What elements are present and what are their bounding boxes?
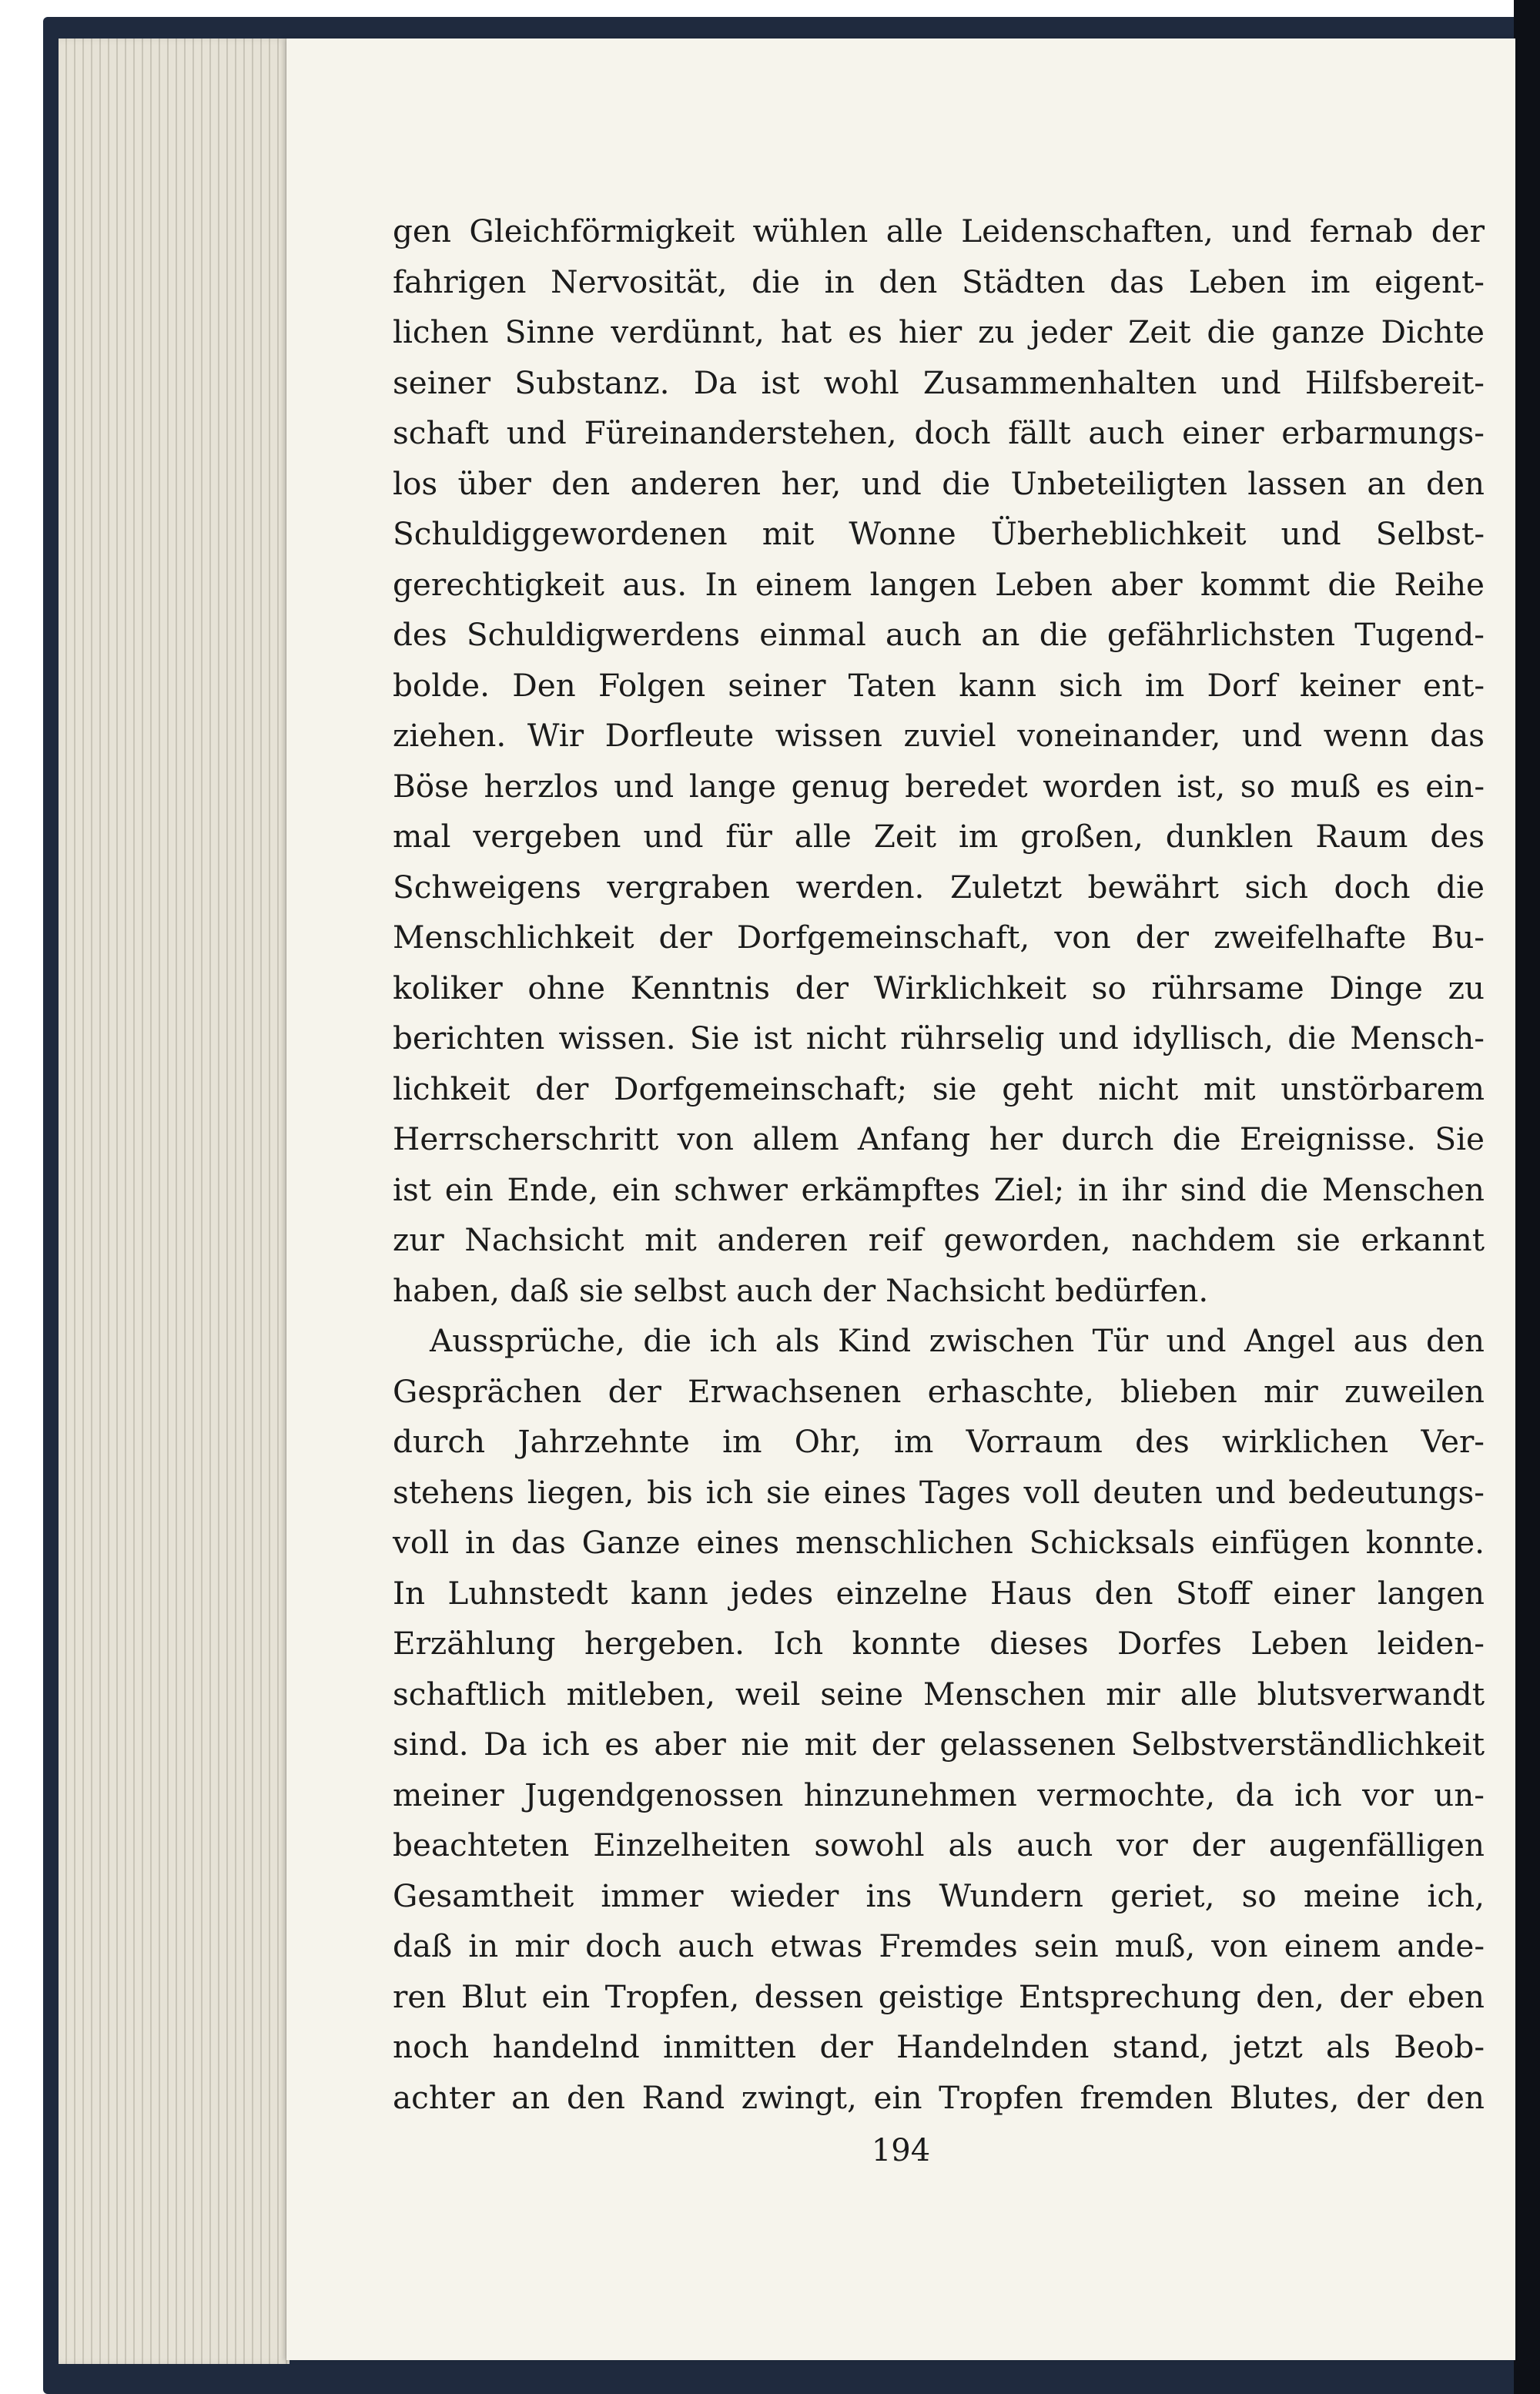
text-line: lichkeit der Dorfgemeinschaft; sie geht nicht mit unstörbarem — [393, 1070, 1485, 1107]
text-line: Böse herzlos und lange genug beredet worden ist, so muß es ein- — [393, 767, 1485, 805]
text-line: schaft und Füreinanderstehen, doch fällt auch einer erbarmungs- — [393, 414, 1485, 451]
text-line: lichen Sinne verdünnt, hat es hier zu jeder Zeit die ganze Dichte — [393, 313, 1485, 350]
text-line: noch handelnd inmitten der Handelnden stand, jetzt als Beob- — [393, 2028, 1485, 2065]
text-line: voll in das Ganze eines menschlichen Schicksals einfügen konnte. — [393, 1524, 1485, 1561]
text-line: gerechtigkeit aus. In einem langen Leben aber kommt die Reihe — [393, 565, 1485, 603]
text-line: los über den anderen her, und die Unbeteiligten lassen an den — [393, 464, 1485, 502]
text-line: berichten wissen. Sie ist nicht rührselig und idyllisch, die Mensch- — [393, 1020, 1485, 1056]
text-line: meiner Jugendgenossen hinzunehmen vermochte, da ich vor un- — [393, 1776, 1485, 1813]
text-line: Gesamtheit immer wieder ins Wundern geriet, so meine ich, — [393, 1877, 1485, 1914]
background-edge — [1514, 0, 1540, 2394]
text-line: mal vergeben und für alle Zeit im großen, dunklen Raum des — [393, 818, 1485, 855]
text-line: Herrscherschritt von allem Anfang her durch die Ereignisse. Sie — [393, 1120, 1485, 1157]
text-line: durch Jahrzehnte im Ohr, im Vorraum des wirklichen Ver- — [393, 1423, 1485, 1460]
text-line: daß in mir doch auch etwas Fremdes sein muß, von einem ande- — [393, 1927, 1485, 1964]
text-line: seiner Substanz. Da ist wohl Zusammenhalten und Hilfsbereit- — [393, 363, 1485, 401]
page-stack — [59, 39, 290, 2364]
text-line: ren Blut ein Tropfen, dessen geistige Entsprechung den, der eben — [393, 1977, 1485, 2015]
text-line: koliker ohne Kenntnis der Wirklichkeit so rührsame Dinge zu — [393, 969, 1485, 1006]
text-line: haben, daß sie selbst auch der Nachsicht bedürfen. — [393, 1271, 1209, 1309]
text-line: des Schuldigwerdens einmal auch an die gefährlichsten Tugend- — [393, 616, 1485, 653]
text-line: Erzählung hergeben. Ich konnte dieses Dorfes Leben leiden- — [393, 1625, 1485, 1662]
text-line: beachteten Einzelheiten sowohl als auch vor der augenfälligen — [393, 1826, 1485, 1863]
body-text — [393, 206, 1485, 2123]
text-line: ziehen. Wir Dorfleute wissen zuviel voneinander, und wenn das — [393, 717, 1485, 754]
text-line: stehens liegen, bis ich sie eines Tages voll deuten und bedeutungs- — [393, 1473, 1485, 1511]
text-line: Schuldiggewordenen mit Wonne Überheblichkeit und Selbst- — [393, 515, 1485, 552]
text-line: zur Nachsicht mit anderen reif geworden, nachdem sie erkannt — [393, 1221, 1485, 1258]
text-line: In Luhnstedt kann jedes einzelne Haus den Stoff einer langen — [393, 1574, 1485, 1612]
text-line: fahrigen Nervosität, die in den Städten das Leben im eigent- — [393, 263, 1485, 300]
text-line: Gesprächen der Erwachsenen erhaschte, blieben mir zuweilen — [393, 1372, 1485, 1410]
text-line: Menschlichkeit der Dorfgemeinschaft, von der zweifelhafte Bu- — [393, 919, 1485, 956]
text-line: achter an den Rand zwingt, ein Tropfen fremden Blutes, der den — [393, 2078, 1485, 2116]
book-page — [286, 39, 1515, 2360]
text-line: gen Gleichförmigkeit wühlen alle Leidenschaften, und fernab der — [393, 213, 1485, 249]
text-line: Aussprüche, die ich als Kind zwischen Tür und Angel aus den — [430, 1322, 1485, 1359]
text-line: ist ein Ende, ein schwer erkämpftes Ziel; in ihr sind die Menschen — [393, 1170, 1485, 1208]
text-line: schaftlich mitleben, weil seine Menschen mir alle blutsverwandt — [393, 1675, 1485, 1713]
text-line: sind. Da ich es aber nie mit der gelassenen Selbstverständlichkeit — [393, 1726, 1485, 1763]
text-line: bolde. Den Folgen seiner Taten kann sich im Dorf keiner ent- — [393, 666, 1485, 704]
text-line: Schweigens vergraben werden. Zuletzt bewährt sich doch die — [393, 868, 1485, 906]
page-number: 194 — [871, 2133, 931, 2168]
